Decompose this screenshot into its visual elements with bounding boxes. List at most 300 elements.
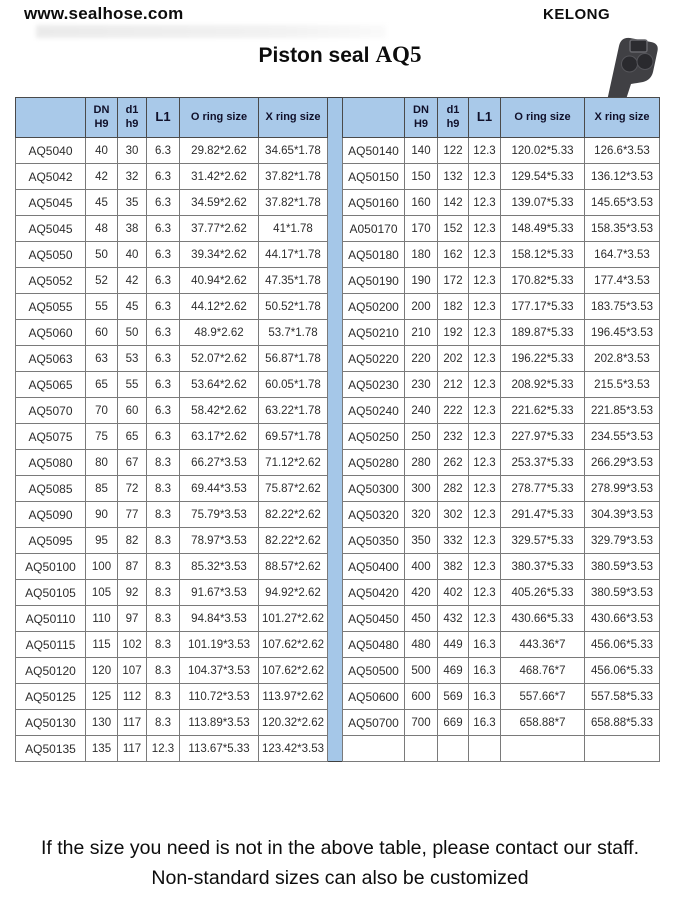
spec-cell: 202 bbox=[438, 346, 469, 372]
spec-cell: 420 bbox=[405, 580, 438, 606]
spec-cell: 282 bbox=[438, 476, 469, 502]
table-row bbox=[16, 424, 328, 450]
spec-cell: 50 bbox=[86, 242, 118, 268]
spec-cell: 12.3 bbox=[469, 398, 501, 424]
spec-cell: 50.52*1.78 bbox=[259, 294, 328, 320]
spec-cell: 91.67*3.53 bbox=[180, 580, 259, 606]
table-row bbox=[343, 216, 660, 242]
spec-cell: 189.87*5.33 bbox=[501, 320, 585, 346]
table-row bbox=[16, 658, 328, 684]
part-number-cell bbox=[343, 736, 405, 762]
spec-cell: 132 bbox=[438, 164, 469, 190]
part-number-cell: AQ50135 bbox=[16, 736, 86, 762]
spec-cell: 67 bbox=[118, 450, 147, 476]
spec-cell: 37.82*1.78 bbox=[259, 190, 328, 216]
part-number-cell: A050170 bbox=[343, 216, 405, 242]
spec-cell: 113.89*3.53 bbox=[180, 710, 259, 736]
table-row bbox=[343, 450, 660, 476]
spec-cell: 329.57*5.33 bbox=[501, 528, 585, 554]
spec-cell: 56.87*1.78 bbox=[259, 346, 328, 372]
column-header-l1: L1 bbox=[469, 98, 501, 138]
spec-cell: 6.3 bbox=[147, 216, 180, 242]
spec-cell: 12.3 bbox=[469, 502, 501, 528]
spec-cell: 221.62*5.33 bbox=[501, 398, 585, 424]
spec-cell: 107 bbox=[118, 658, 147, 684]
watermark-smudge bbox=[36, 25, 386, 38]
part-number-cell: AQ50480 bbox=[343, 632, 405, 658]
spec-cell: 63.22*1.78 bbox=[259, 398, 328, 424]
spec-cell: 382 bbox=[438, 554, 469, 580]
table-divider bbox=[328, 97, 342, 762]
spec-cell bbox=[438, 736, 469, 762]
table-row bbox=[16, 684, 328, 710]
spec-cell: 65 bbox=[86, 372, 118, 398]
spec-cell: 430.66*3.53 bbox=[585, 606, 660, 632]
spec-cell: 75.87*2.62 bbox=[259, 476, 328, 502]
spec-cell: 60 bbox=[118, 398, 147, 424]
column-header-o-ring: O ring size bbox=[180, 98, 259, 138]
table-row bbox=[16, 606, 328, 632]
part-number-cell: AQ50280 bbox=[343, 450, 405, 476]
spec-cell: 55 bbox=[86, 294, 118, 320]
column-header-part bbox=[16, 98, 86, 138]
spec-cell: 172 bbox=[438, 268, 469, 294]
spec-cell: 126.6*3.53 bbox=[585, 138, 660, 164]
spec-cell: 12.3 bbox=[469, 346, 501, 372]
spec-cell: 8.3 bbox=[147, 554, 180, 580]
spec-cell: 92 bbox=[118, 580, 147, 606]
spec-cell: 6.3 bbox=[147, 294, 180, 320]
table-row bbox=[343, 580, 660, 606]
spec-cell bbox=[501, 736, 585, 762]
spec-cell: 16.3 bbox=[469, 710, 501, 736]
spec-cell: 291.47*5.33 bbox=[501, 502, 585, 528]
spec-cell: 107.62*2.62 bbox=[259, 658, 328, 684]
spec-cell: 380.59*3.53 bbox=[585, 580, 660, 606]
spec-cell: 105 bbox=[86, 580, 118, 606]
spec-cell: 6.3 bbox=[147, 138, 180, 164]
spec-cell: 480 bbox=[405, 632, 438, 658]
spec-cell: 350 bbox=[405, 528, 438, 554]
spec-cell: 8.3 bbox=[147, 632, 180, 658]
part-number-cell: AQ50220 bbox=[343, 346, 405, 372]
spec-cell: 31.42*2.62 bbox=[180, 164, 259, 190]
header-d1-line1: d1 bbox=[446, 103, 460, 116]
spec-cell: 30 bbox=[118, 138, 147, 164]
spec-cell: 6.3 bbox=[147, 372, 180, 398]
spec-cell: 63.17*2.62 bbox=[180, 424, 259, 450]
spec-cell: 669 bbox=[438, 710, 469, 736]
table-row bbox=[343, 294, 660, 320]
spec-cell: 300 bbox=[405, 476, 438, 502]
spec-cell: 220 bbox=[405, 346, 438, 372]
part-number-cell: AQ50350 bbox=[343, 528, 405, 554]
part-number-cell: AQ5075 bbox=[16, 424, 86, 450]
spec-cell: 177.17*5.33 bbox=[501, 294, 585, 320]
part-number-cell: AQ50230 bbox=[343, 372, 405, 398]
table-row bbox=[16, 372, 328, 398]
spec-cell: 200 bbox=[405, 294, 438, 320]
spec-cell: 280 bbox=[405, 450, 438, 476]
table-row bbox=[343, 710, 660, 736]
spec-cell: 6.3 bbox=[147, 398, 180, 424]
spec-cell: 12.3 bbox=[469, 216, 501, 242]
spec-cell: 302 bbox=[438, 502, 469, 528]
spec-cell: 278.99*3.53 bbox=[585, 476, 660, 502]
spec-cell: 52 bbox=[86, 268, 118, 294]
header-d1-line1: d1 bbox=[125, 103, 139, 116]
spec-cell: 469 bbox=[438, 658, 469, 684]
spec-cell: 6.3 bbox=[147, 242, 180, 268]
spec-cell: 208.92*5.33 bbox=[501, 372, 585, 398]
spec-cell: 227.97*5.33 bbox=[501, 424, 585, 450]
spec-cell: 75.79*3.53 bbox=[180, 502, 259, 528]
spec-cell: 152 bbox=[438, 216, 469, 242]
spec-cell: 468.76*7 bbox=[501, 658, 585, 684]
spec-cell: 400 bbox=[405, 554, 438, 580]
header-dn-line1: DN bbox=[93, 103, 110, 116]
part-number-cell: AQ50120 bbox=[16, 658, 86, 684]
spec-cell: 6.3 bbox=[147, 424, 180, 450]
spec-cell: 158.12*5.33 bbox=[501, 242, 585, 268]
spec-cell: 63 bbox=[86, 346, 118, 372]
spec-cell: 35 bbox=[118, 190, 147, 216]
part-number-cell: AQ5040 bbox=[16, 138, 86, 164]
part-number-cell: AQ50100 bbox=[16, 554, 86, 580]
spec-cell: 600 bbox=[405, 684, 438, 710]
table-row bbox=[16, 320, 328, 346]
spec-cell: 48.9*2.62 bbox=[180, 320, 259, 346]
spec-cell: 129.54*5.33 bbox=[501, 164, 585, 190]
part-number-cell: AQ5085 bbox=[16, 476, 86, 502]
spec-cell: 60 bbox=[86, 320, 118, 346]
table-row bbox=[16, 580, 328, 606]
table-row bbox=[16, 164, 328, 190]
spec-cell: 40 bbox=[118, 242, 147, 268]
part-number-cell: AQ5070 bbox=[16, 398, 86, 424]
spec-cell: 82 bbox=[118, 528, 147, 554]
table-row bbox=[16, 190, 328, 216]
spec-cell: 240 bbox=[405, 398, 438, 424]
spec-table-right-body bbox=[343, 138, 660, 762]
spec-cell: 222 bbox=[438, 398, 469, 424]
spec-cell: 104.37*3.53 bbox=[180, 658, 259, 684]
table-row bbox=[343, 242, 660, 268]
brand-name: KELONG bbox=[543, 6, 611, 23]
part-number-cell: AQ5090 bbox=[16, 502, 86, 528]
part-number-cell: AQ5095 bbox=[16, 528, 86, 554]
spec-cell: 37.82*1.78 bbox=[259, 164, 328, 190]
spec-cell: 112 bbox=[118, 684, 147, 710]
spec-cell: 6.3 bbox=[147, 320, 180, 346]
table-row bbox=[16, 450, 328, 476]
spec-cell: 221.85*3.53 bbox=[585, 398, 660, 424]
table-row bbox=[343, 554, 660, 580]
table-row bbox=[343, 372, 660, 398]
footer-note: If the size you need is not in the above table, please contact our staff. Non-standard sizes can also be customized bbox=[40, 837, 640, 890]
spec-cell: 12.3 bbox=[469, 554, 501, 580]
part-number-cell: AQ50115 bbox=[16, 632, 86, 658]
spec-cell: 250 bbox=[405, 424, 438, 450]
spec-cell: 45 bbox=[118, 294, 147, 320]
spec-cell: 53 bbox=[118, 346, 147, 372]
spec-cell: 658.88*7 bbox=[501, 710, 585, 736]
spec-cell: 8.3 bbox=[147, 580, 180, 606]
spec-cell: 6.3 bbox=[147, 164, 180, 190]
spec-cell: 117 bbox=[118, 710, 147, 736]
spec-cell: 41*1.78 bbox=[259, 216, 328, 242]
spec-cell: 12.3 bbox=[469, 294, 501, 320]
spec-cell: 183.75*3.53 bbox=[585, 294, 660, 320]
spec-cell: 230 bbox=[405, 372, 438, 398]
spec-cell: 443.36*7 bbox=[501, 632, 585, 658]
part-number-cell: AQ50105 bbox=[16, 580, 86, 606]
spec-cell: 266.29*3.53 bbox=[585, 450, 660, 476]
spec-cell: 50 bbox=[118, 320, 147, 346]
table-row bbox=[343, 502, 660, 528]
spec-cell: 8.3 bbox=[147, 450, 180, 476]
spec-cell: 72 bbox=[118, 476, 147, 502]
spec-cell: 16.3 bbox=[469, 632, 501, 658]
table-row bbox=[343, 164, 660, 190]
part-number-cell: AQ50420 bbox=[343, 580, 405, 606]
spec-cell: 34.65*1.78 bbox=[259, 138, 328, 164]
spec-cell bbox=[585, 736, 660, 762]
spec-cell: 122 bbox=[438, 138, 469, 164]
spec-cell: 304.39*3.53 bbox=[585, 502, 660, 528]
spec-cell: 115 bbox=[86, 632, 118, 658]
header-d1-line2: h9 bbox=[125, 117, 139, 130]
spec-cell: 380.59*3.53 bbox=[585, 554, 660, 580]
part-number-cell: AQ5080 bbox=[16, 450, 86, 476]
spec-cell: 402 bbox=[438, 580, 469, 606]
spec-cell: 136.12*3.53 bbox=[585, 164, 660, 190]
part-number-cell: AQ50600 bbox=[343, 684, 405, 710]
spec-cell: 145.65*3.53 bbox=[585, 190, 660, 216]
spec-cell: 700 bbox=[405, 710, 438, 736]
spec-cell: 82.22*2.62 bbox=[259, 502, 328, 528]
part-number-cell: AQ50160 bbox=[343, 190, 405, 216]
part-number-cell: AQ5060 bbox=[16, 320, 86, 346]
spec-cell: 29.82*2.62 bbox=[180, 138, 259, 164]
spec-cell: 34.59*2.62 bbox=[180, 190, 259, 216]
spec-cell: 139.07*5.33 bbox=[501, 190, 585, 216]
table-row bbox=[343, 476, 660, 502]
spec-cell: 97 bbox=[118, 606, 147, 632]
spec-cell: 85 bbox=[86, 476, 118, 502]
part-number-cell: AQ5045 bbox=[16, 216, 86, 242]
part-number-cell: AQ50200 bbox=[343, 294, 405, 320]
spec-cell: 40 bbox=[86, 138, 118, 164]
spec-cell: 170 bbox=[405, 216, 438, 242]
table-row bbox=[343, 528, 660, 554]
spec-cell: 8.3 bbox=[147, 502, 180, 528]
spec-cell: 90 bbox=[86, 502, 118, 528]
table-row bbox=[343, 736, 660, 762]
table-row bbox=[343, 684, 660, 710]
spec-cell: 120.32*2.62 bbox=[259, 710, 328, 736]
spec-cell: 32 bbox=[118, 164, 147, 190]
spec-cell: 42 bbox=[118, 268, 147, 294]
part-number-cell: AQ50140 bbox=[343, 138, 405, 164]
table-row bbox=[343, 424, 660, 450]
column-header-l1: L1 bbox=[147, 98, 180, 138]
spec-cell: 12.3 bbox=[469, 138, 501, 164]
spec-cell: 117 bbox=[118, 736, 147, 762]
column-header-dn bbox=[405, 98, 438, 138]
spec-cell: 6.3 bbox=[147, 346, 180, 372]
spec-cell: 190 bbox=[405, 268, 438, 294]
spec-cell: 450 bbox=[405, 606, 438, 632]
spec-cell: 215.5*3.53 bbox=[585, 372, 660, 398]
header-row bbox=[343, 98, 660, 138]
table-row bbox=[16, 736, 328, 762]
spec-cell: 658.88*5.33 bbox=[585, 710, 660, 736]
column-header-o-ring: O ring size bbox=[501, 98, 585, 138]
spec-cell: 55 bbox=[118, 372, 147, 398]
spec-cell: 16.3 bbox=[469, 684, 501, 710]
spec-cell: 66.27*3.53 bbox=[180, 450, 259, 476]
site-url: www.sealhose.com bbox=[24, 4, 184, 23]
spec-cell: 16.3 bbox=[469, 658, 501, 684]
part-number-cell: AQ50400 bbox=[343, 554, 405, 580]
spec-cell: 380.37*5.33 bbox=[501, 554, 585, 580]
spec-cell: 212 bbox=[438, 372, 469, 398]
part-number-cell: AQ50110 bbox=[16, 606, 86, 632]
table-row bbox=[16, 632, 328, 658]
spec-cell: 39.34*2.62 bbox=[180, 242, 259, 268]
spec-cell: 38 bbox=[118, 216, 147, 242]
header-dn-line2: H9 bbox=[413, 117, 429, 130]
part-number-cell: AQ50250 bbox=[343, 424, 405, 450]
product-name: Piston seal bbox=[258, 44, 370, 67]
spec-cell: 192 bbox=[438, 320, 469, 346]
header-d1-line2: h9 bbox=[446, 117, 460, 130]
model-code: AQ5 bbox=[375, 42, 422, 67]
spec-cell: 100 bbox=[86, 554, 118, 580]
spec-cell: 82.22*2.62 bbox=[259, 528, 328, 554]
table-row bbox=[16, 294, 328, 320]
spec-cell: 8.3 bbox=[147, 710, 180, 736]
table-row bbox=[16, 502, 328, 528]
spec-cell: 123.42*3.53 bbox=[259, 736, 328, 762]
spec-cell bbox=[405, 736, 438, 762]
spec-table-right bbox=[342, 97, 660, 762]
column-header-part bbox=[343, 98, 405, 138]
spec-cell: 102 bbox=[118, 632, 147, 658]
spec-cell: 557.58*5.33 bbox=[585, 684, 660, 710]
part-number-cell: AQ5065 bbox=[16, 372, 86, 398]
spec-cell: 53.7*1.78 bbox=[259, 320, 328, 346]
spec-cell: 101.27*2.62 bbox=[259, 606, 328, 632]
spec-cell: 6.3 bbox=[147, 190, 180, 216]
spec-cell: 44.17*1.78 bbox=[259, 242, 328, 268]
spec-cell: 85.32*3.53 bbox=[180, 554, 259, 580]
spec-cell: 234.55*3.53 bbox=[585, 424, 660, 450]
spec-cell: 120 bbox=[86, 658, 118, 684]
spec-cell: 48 bbox=[86, 216, 118, 242]
part-number-cell: AQ5042 bbox=[16, 164, 86, 190]
part-number-cell: AQ50700 bbox=[343, 710, 405, 736]
table-row bbox=[16, 476, 328, 502]
spec-cell: 456.06*5.33 bbox=[585, 632, 660, 658]
spec-cell: 101.19*3.53 bbox=[180, 632, 259, 658]
spec-cell: 196.22*5.33 bbox=[501, 346, 585, 372]
spec-cell: 65 bbox=[118, 424, 147, 450]
spec-cell: 150 bbox=[405, 164, 438, 190]
part-number-cell: AQ50320 bbox=[343, 502, 405, 528]
spec-cell: 170.82*5.33 bbox=[501, 268, 585, 294]
spec-cell: 12.3 bbox=[469, 190, 501, 216]
spec-cell: 557.66*7 bbox=[501, 684, 585, 710]
table-row bbox=[16, 216, 328, 242]
spec-cell: 12.3 bbox=[147, 736, 180, 762]
column-header-d1 bbox=[118, 98, 147, 138]
table-row bbox=[16, 242, 328, 268]
spec-cell: 180 bbox=[405, 242, 438, 268]
part-number-cell: AQ50150 bbox=[343, 164, 405, 190]
spec-cell: 12.3 bbox=[469, 424, 501, 450]
spec-cell: 8.3 bbox=[147, 658, 180, 684]
table-row bbox=[16, 398, 328, 424]
spec-cell: 71.12*2.62 bbox=[259, 450, 328, 476]
spec-cell: 135 bbox=[86, 736, 118, 762]
spec-cell: 113.97*2.62 bbox=[259, 684, 328, 710]
spec-cell: 77 bbox=[118, 502, 147, 528]
spec-cell: 8.3 bbox=[147, 476, 180, 502]
part-number-cell: AQ50500 bbox=[343, 658, 405, 684]
header-row bbox=[16, 98, 328, 138]
part-number-cell: AQ5063 bbox=[16, 346, 86, 372]
spec-cell: 253.37*5.33 bbox=[501, 450, 585, 476]
spec-cell: 177.4*3.53 bbox=[585, 268, 660, 294]
part-number-cell: AQ50190 bbox=[343, 268, 405, 294]
spec-cell: 88.57*2.62 bbox=[259, 554, 328, 580]
spec-cell: 12.3 bbox=[469, 476, 501, 502]
spec-cell: 94.92*2.62 bbox=[259, 580, 328, 606]
part-number-cell: AQ5050 bbox=[16, 242, 86, 268]
header-dn-line2: H9 bbox=[94, 117, 109, 130]
table-row bbox=[16, 554, 328, 580]
part-number-cell: AQ50180 bbox=[343, 242, 405, 268]
spec-cell: 405.26*5.33 bbox=[501, 580, 585, 606]
spec-cell: 569 bbox=[438, 684, 469, 710]
table-row bbox=[343, 346, 660, 372]
spec-cell: 80 bbox=[86, 450, 118, 476]
spec-cell: 12.3 bbox=[469, 164, 501, 190]
spec-cell: 449 bbox=[438, 632, 469, 658]
column-header-x-ring: X ring size bbox=[259, 98, 328, 138]
spec-cell: 456.06*5.33 bbox=[585, 658, 660, 684]
spec-cell: 40.94*2.62 bbox=[180, 268, 259, 294]
part-number-cell: AQ50210 bbox=[343, 320, 405, 346]
spec-cell: 12.3 bbox=[469, 320, 501, 346]
spec-cell: 158.35*3.53 bbox=[585, 216, 660, 242]
spec-cell: 500 bbox=[405, 658, 438, 684]
part-number-cell: AQ50450 bbox=[343, 606, 405, 632]
spec-cell: 12.3 bbox=[469, 580, 501, 606]
part-number-cell: AQ5052 bbox=[16, 268, 86, 294]
spec-cell: 95 bbox=[86, 528, 118, 554]
table-row bbox=[343, 268, 660, 294]
table-row bbox=[16, 528, 328, 554]
part-number-cell: AQ5045 bbox=[16, 190, 86, 216]
table-row bbox=[343, 138, 660, 164]
spec-cell: 140 bbox=[405, 138, 438, 164]
spec-cell: 107.62*2.62 bbox=[259, 632, 328, 658]
spec-cell: 12.3 bbox=[469, 528, 501, 554]
spec-cell: 52.07*2.62 bbox=[180, 346, 259, 372]
